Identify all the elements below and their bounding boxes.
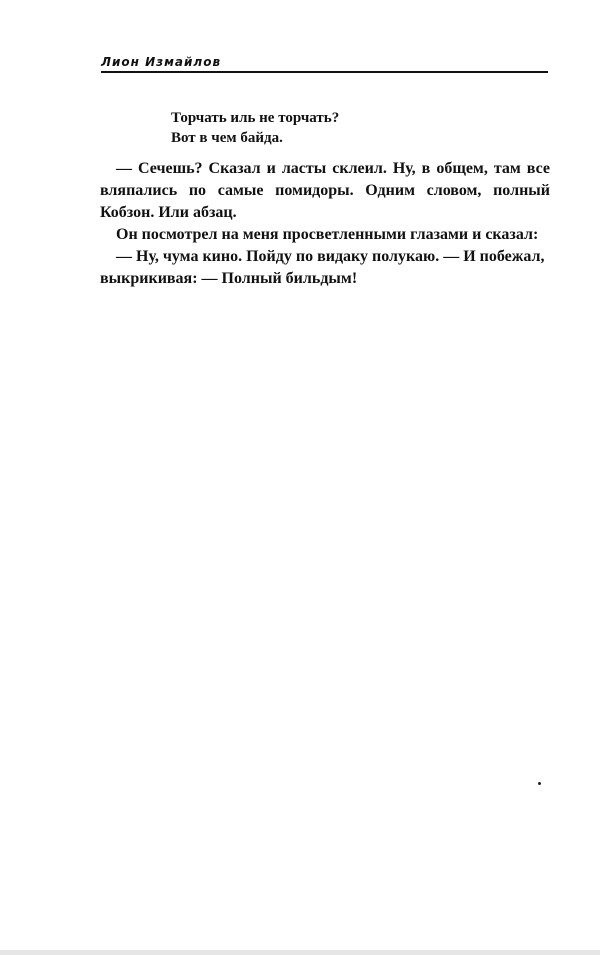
- page-header: [101, 55, 548, 75]
- running-head-author: Лион Измайлов: [101, 55, 222, 69]
- body-text: [100, 158, 550, 290]
- header-rule: [101, 71, 548, 73]
- verse-block: [171, 108, 339, 148]
- scan-speck: [538, 782, 541, 785]
- verse-line: Вот в чем байда.: [171, 130, 283, 146]
- paragraph: Он посмотрел на меня просветленными глазами и сказал:: [116, 226, 539, 243]
- paragraph: — Сечешь? Сказал и ласты склеил. Ну, в общем, там все вляпались по самые помидоры. Одним словом, полный Кобзон. Или абзац.: [100, 160, 550, 221]
- page-bottom-edge: [0, 950, 600, 955]
- paragraph: — Ну, чума кино. Пойду по видаку полукаю. — И побежал, выкрикивая: — Полный бильдым!: [100, 248, 545, 287]
- verse-line: Торчать иль не торчать?: [171, 110, 340, 126]
